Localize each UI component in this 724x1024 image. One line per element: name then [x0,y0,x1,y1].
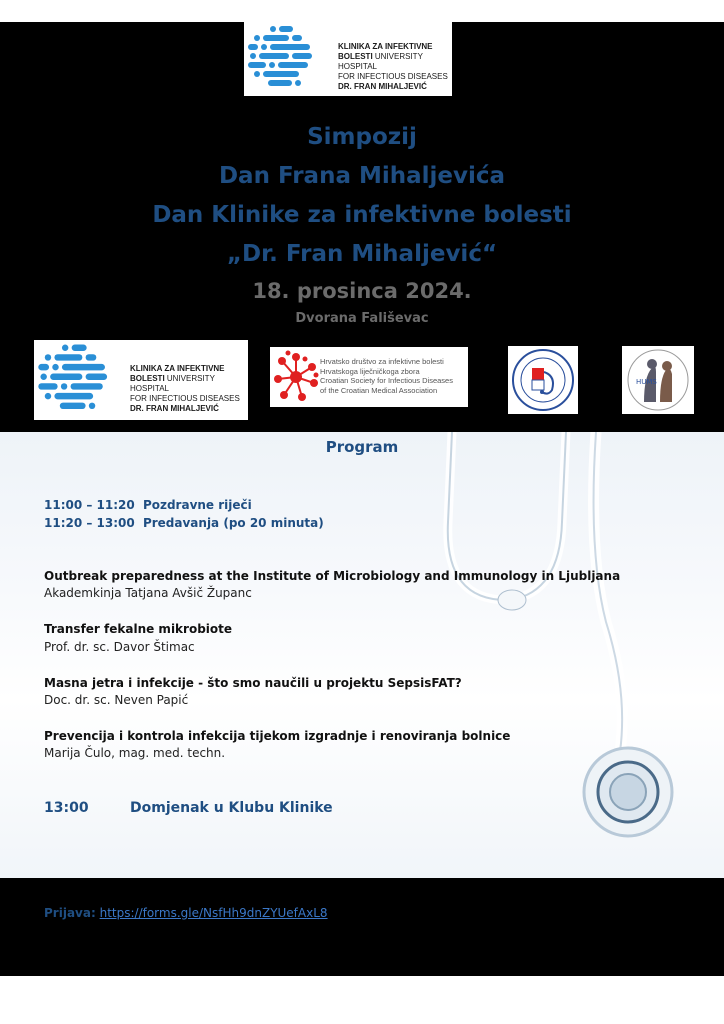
closing-label: Domjenak u Klubu Klinike [130,800,333,816]
title-line-4: „Dr. Fran Mihaljević“ [226,241,498,267]
hospital-logo-small [34,340,248,420]
talk-title: Masna jetra i infekcije - što smo naučili u projektu SepsisFAT? [44,676,462,690]
hospital-dots-icon [34,340,120,420]
event-date: 18. prosinca 2024. [252,279,472,303]
hums-logo [622,346,694,414]
talk-title: Prevencija i kontrola infekcija tijekom izgradnje i renoviranja bolnice [44,729,511,743]
virus-icon [272,349,320,405]
schedule-item-1 [44,496,252,514]
hums-label: HUMS [636,378,657,386]
registration [44,906,328,920]
hospital-logo [244,22,452,96]
schedule-label: Predavanja (po 20 minuta) [142,516,324,530]
schedule-item-2 [44,514,324,532]
schedule-label: Pozdravne riječi [142,498,252,512]
schedule-time: 11:20 – 13:00 [44,516,135,530]
talk-title: Transfer fekalne mikrobiote [44,622,233,636]
talk-title: Outbreak preparedness at the Institute of Microbiology and Immunology in Ljubljana [44,569,621,583]
nurses-emblem-icon [508,346,578,414]
registration-label: Prijava: [44,906,96,920]
hospital-dots-icon [244,22,324,96]
hdib-logo [270,347,468,407]
talk-speaker: Doc. dr. sc. Neven Papić [44,693,189,707]
event-title-block [0,118,724,330]
title-line-3: Dan Klinike za infektivne bolesti [152,202,572,228]
closing-time: 13:00 [44,800,89,816]
hospital-logo-text: KLINIKA ZA INFEKTIVNE BOLESTI UNIVERSITY HOSPITAL FOR INFECTIOUS DISEASES DR. FRAN MIHALJEVIĆ [338,42,448,91]
program-title: Program [325,438,399,456]
hums-emblem-icon [622,346,694,414]
talk-speaker: Akademkinja Tatjana Avšič Županc [44,586,252,600]
nurses-association-logo [508,346,578,414]
schedule-time: 11:00 – 11:20 [44,498,135,512]
talk-speaker: Prof. dr. sc. Davor Štimac [44,640,195,654]
hospital-logo-small-text: KLINIKA ZA INFEKTIVNE BOLESTI UNIVERSITY HOSPITAL FOR INFECTIOUS DISEASES DR. FRAN MIHALJEVIĆ [130,364,240,413]
talk-speaker: Marija Čulo, mag. med. techn. [44,746,226,760]
hdib-logo-text: Hrvatsko društvo za infektivne bolesti Hrvatskoga liječničkoga zbora Croatian Society for Infectious Diseases of the Croatian Medical Association [320,357,453,395]
title-line-1: Simpozij [307,124,417,150]
footer-band [0,878,724,976]
event-venue: Dvorana Fališevac [295,311,429,326]
registration-link[interactable]: https://forms.gle/NsfHh9dnZYUefAxL8 [99,906,328,920]
title-line-2: Dan Frana Mihaljevića [218,163,506,189]
